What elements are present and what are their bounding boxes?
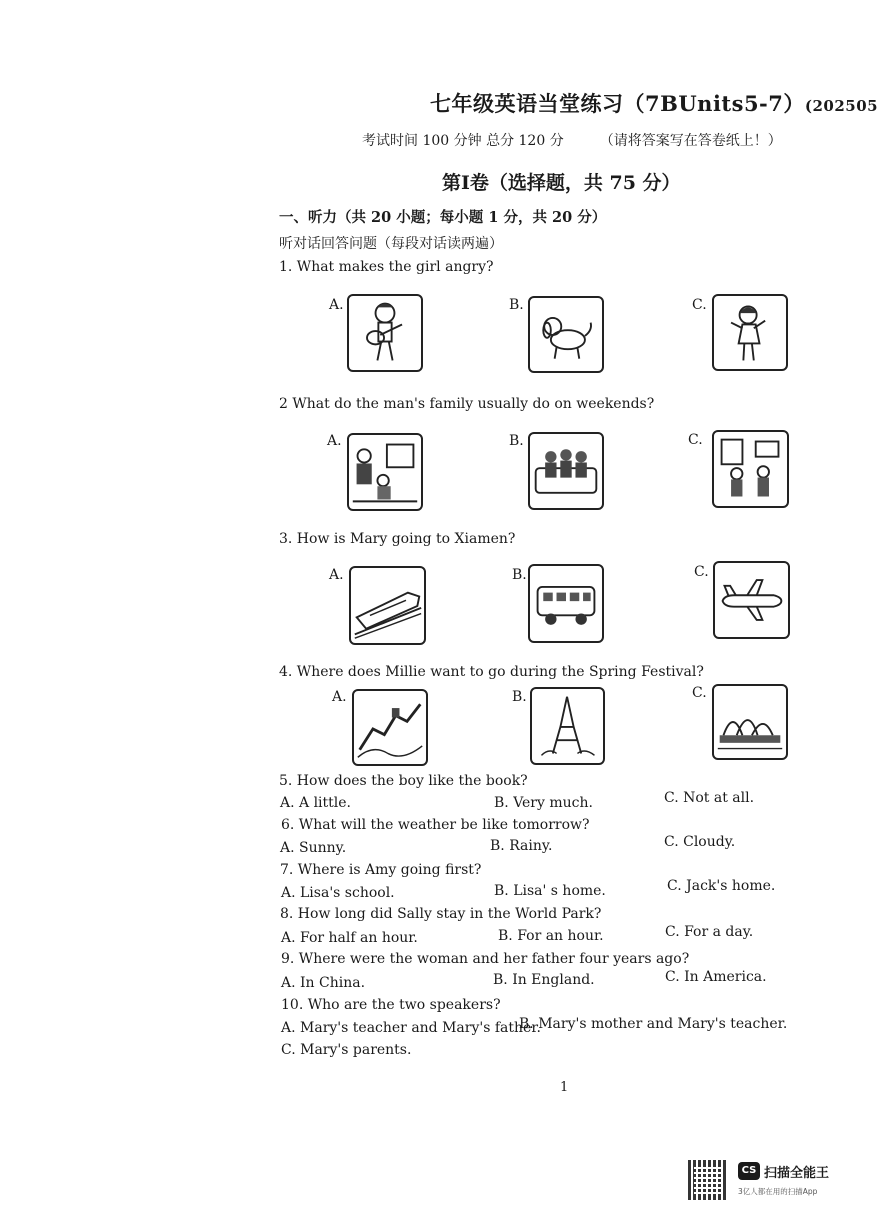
question-9: 9. Where were the woman and her father four years ago?: [281, 951, 690, 967]
q8-option-a: A. For half an hour.: [281, 930, 418, 946]
listening-instruction: 听对话回答问题（每段对话读两遍）: [279, 236, 503, 252]
q6-option-a: A. Sunny.: [280, 840, 347, 856]
q3-option-b-label: B.: [512, 567, 527, 583]
listening-part-title: 一、听力（共 20 小题；每小题 1 分，共 20 分）: [279, 209, 607, 226]
watermark-app-name: 扫描全能王: [764, 1166, 830, 1181]
dog-icon: [528, 296, 604, 373]
q6-option-b: B. Rainy.: [490, 838, 553, 854]
great-wall-icon: [352, 689, 428, 766]
q3-option-c-label: C.: [694, 564, 709, 580]
section-title: 第Ⅰ卷（选择题，共 75 分）: [442, 172, 681, 194]
exam-info: [362, 130, 782, 150]
exam-time-score: 考试时间 100 分钟 总分 120 分: [362, 133, 564, 149]
q7-option-c: C. Jack's home.: [667, 878, 776, 894]
question-8: 8. How long did Sally stay in the World Park?: [280, 906, 602, 922]
family-reading-icon: [712, 430, 789, 508]
family-on-sofa-icon: [528, 432, 604, 510]
bus-icon: [528, 564, 604, 643]
q9-option-c: C. In America.: [665, 969, 767, 985]
sydney-opera-house-icon: [712, 684, 788, 760]
q1-option-c-label: C.: [692, 297, 707, 313]
question-1: 1. What makes the girl angry?: [279, 259, 494, 275]
exam-title: [430, 88, 878, 118]
q7-option-b: B. Lisa' s home.: [494, 883, 606, 899]
q10-option-b: B. Mary's mother and Mary's teacher.: [519, 1016, 788, 1032]
q4-option-c-label: C.: [692, 685, 707, 701]
q9-option-a: A. In China.: [281, 975, 366, 991]
page-number: 1: [560, 1080, 569, 1095]
train-icon: [349, 566, 426, 645]
q2-option-b-label: B.: [509, 433, 524, 449]
question-7: 7. Where is Amy going first?: [280, 862, 482, 878]
girl-singing-icon: [712, 294, 788, 371]
q7-option-a: A. Lisa's school.: [281, 885, 395, 901]
watermark-tagline: 3亿人都在用的扫描App: [738, 1187, 818, 1196]
exam-title-text: 七年级英语当堂练习（7BUnits5-7）: [430, 91, 805, 116]
q2-option-c-label: C.: [688, 432, 703, 448]
qr-code-icon: [688, 1160, 728, 1200]
q3-option-a-label: A.: [329, 567, 344, 583]
q10-option-c: C. Mary's parents.: [281, 1042, 412, 1058]
q2-option-a-label: A.: [327, 433, 342, 449]
q4-option-b-label: B.: [512, 689, 527, 705]
eiffel-tower-icon: [530, 687, 605, 765]
q6-option-c: C. Cloudy.: [664, 834, 736, 850]
question-5: 5. How does the boy like the book?: [279, 773, 528, 789]
q8-option-c: C. For a day.: [665, 924, 754, 940]
q8-option-b: B. For an hour.: [498, 928, 604, 944]
airplane-icon: [713, 561, 790, 639]
question-10: 10. Who are the two speakers?: [281, 997, 501, 1013]
question-2: 2 What do the man's family usually do on weekends?: [279, 396, 655, 412]
boy-playing-guitar-icon: [347, 294, 423, 372]
question-6: 6. What will the weather be like tomorrow?: [281, 817, 590, 833]
question-3: 3. How is Mary going to Xiamen?: [279, 531, 516, 547]
question-4: 4. Where does Millie want to go during the Spring Festival?: [279, 664, 704, 680]
family-watching-tv-icon: [347, 433, 423, 511]
q5-option-c: C. Not at all.: [664, 790, 755, 806]
q1-option-a-label: A.: [329, 297, 344, 313]
q4-option-a-label: A.: [332, 689, 347, 705]
exam-title-date: (202505: [804, 97, 878, 115]
q5-option-a: A. A little.: [280, 795, 351, 811]
exam-answer-note: （请将答案写在答卷纸上！）: [599, 133, 782, 149]
q5-option-b: B. Very much.: [494, 795, 593, 811]
q9-option-b: B. In England.: [493, 972, 595, 988]
camscanner-logo: CS: [738, 1162, 760, 1180]
q10-option-a: A. Mary's teacher and Mary's father.: [281, 1020, 541, 1036]
q1-option-b-label: B.: [509, 297, 524, 313]
